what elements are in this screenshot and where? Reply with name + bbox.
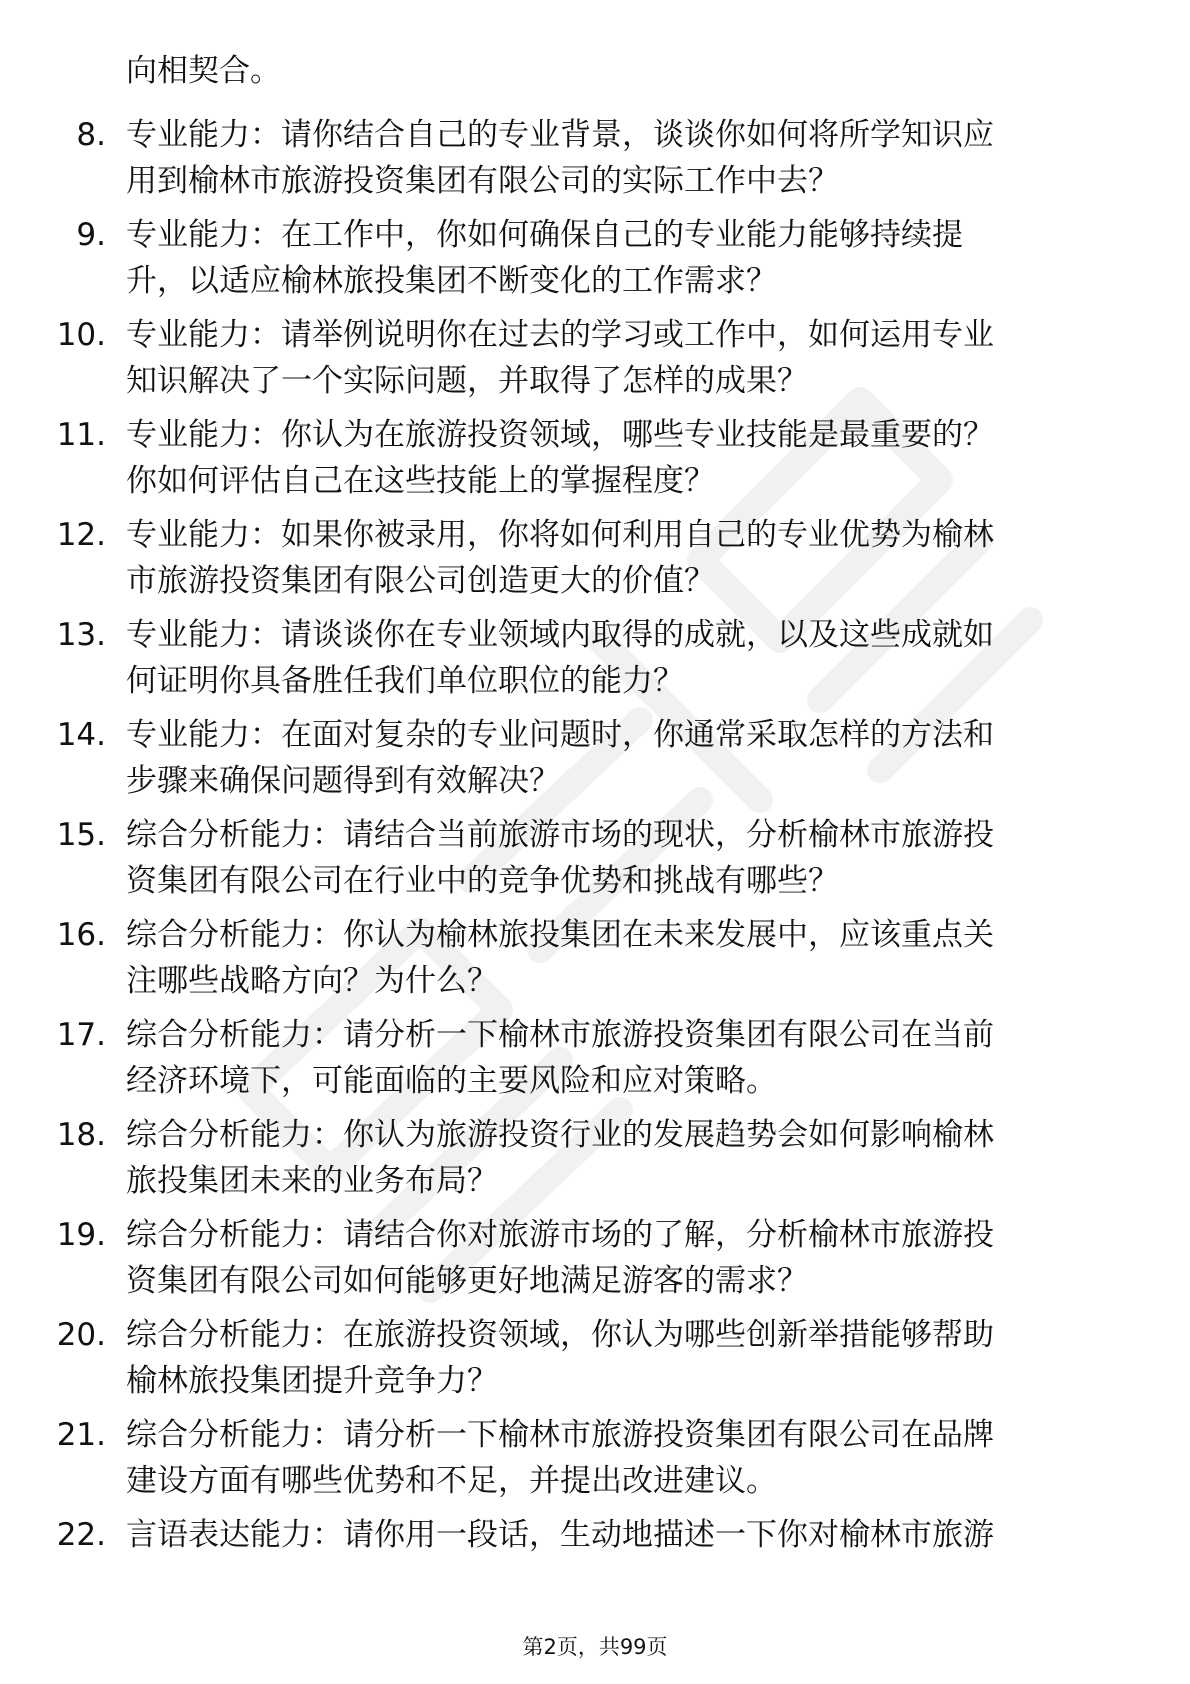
continued-text: 向相契合。 <box>126 53 281 89</box>
item-text-line: 市旅游投资集团有限公司创造更大的价值？ <box>126 563 715 599</box>
list-item <box>0 412 1190 512</box>
item-text-line: 专业能力：在面对复杂的专业问题时，你通常采取怎样的方法和 <box>126 717 994 753</box>
item-text-line: 综合分析能力：请分析一下榆林市旅游投资集团有限公司在品牌 <box>126 1417 994 1453</box>
item-text-line: 知识解决了一个实际问题，并取得了怎样的成果？ <box>126 363 808 399</box>
item-text-line: 旅投集团未来的业务布局？ <box>126 1163 498 1199</box>
list-item <box>0 1312 1190 1412</box>
item-text-line: 专业能力：请你结合自己的专业背景，谈谈你如何将所学知识应 <box>126 117 994 153</box>
list-item <box>0 1012 1190 1112</box>
list-item <box>0 712 1190 812</box>
item-text-line: 言语表达能力：请你用一段话，生动地描述一下你对榆林市旅游 <box>126 1517 994 1553</box>
item-text-line: 榆林旅投集团提升竞争力？ <box>126 1363 498 1399</box>
item-number: 13. <box>56 617 106 653</box>
item-text-line: 专业能力：在工作中，你如何确保自己的专业能力能够持续提 <box>126 217 963 253</box>
item-text-line: 专业能力：请举例说明你在过去的学习或工作中，如何运用专业 <box>126 317 994 353</box>
list-item <box>0 312 1190 412</box>
item-number: 18. <box>56 1117 106 1153</box>
item-text-line: 何证明你具备胜任我们单位职位的能力？ <box>126 663 684 699</box>
item-text-line: 综合分析能力：请结合你对旅游市场的了解，分析榆林市旅游投 <box>126 1217 994 1253</box>
item-number: 21. <box>56 1417 106 1453</box>
item-text-line: 专业能力：如果你被录用，你将如何利用自己的专业优势为榆林 <box>126 517 994 553</box>
item-text-line: 综合分析能力：你认为旅游投资行业的发展趋势会如何影响榆林 <box>126 1117 994 1153</box>
item-text-line: 经济环境下，可能面临的主要风险和应对策略。 <box>126 1063 777 1099</box>
list-item <box>0 1212 1190 1312</box>
page-footer: 第2页，共99页 <box>522 1635 668 1659</box>
item-text-line: 专业能力：你认为在旅游投资领域，哪些专业技能是最重要的？ <box>126 417 994 453</box>
item-number: 15. <box>56 817 106 853</box>
item-text-line: 资集团有限公司在行业中的竞争优势和挑战有哪些？ <box>126 863 839 899</box>
list-item <box>0 912 1190 1012</box>
list-item <box>0 1112 1190 1212</box>
item-text-line: 综合分析能力：在旅游投资领域，你认为哪些创新举措能够帮助 <box>126 1317 994 1353</box>
item-text-line: 专业能力：请谈谈你在专业领域内取得的成就，以及这些成就如 <box>126 617 994 653</box>
item-number: 11. <box>56 417 106 453</box>
item-number: 8. <box>76 117 106 153</box>
question-list <box>0 112 1190 1612</box>
item-number: 9. <box>76 217 106 253</box>
item-number: 10. <box>56 317 106 353</box>
item-text-line: 综合分析能力：你认为榆林旅投集团在未来发展中，应该重点关 <box>126 917 994 953</box>
item-text-line: 注哪些战略方向？为什么？ <box>126 963 498 999</box>
item-number: 14. <box>56 717 106 753</box>
item-number: 17. <box>56 1017 106 1053</box>
list-item <box>0 212 1190 312</box>
item-number: 20. <box>56 1317 106 1353</box>
item-text-line: 综合分析能力：请结合当前旅游市场的现状，分析榆林市旅游投 <box>126 817 994 853</box>
item-text-line: 综合分析能力：请分析一下榆林市旅游投资集团有限公司在当前 <box>126 1017 994 1053</box>
list-item <box>0 512 1190 612</box>
list-item <box>0 1412 1190 1512</box>
item-number: 19. <box>56 1217 106 1253</box>
item-number: 16. <box>56 917 106 953</box>
list-item <box>0 612 1190 712</box>
item-text-line: 升，以适应榆林旅投集团不断变化的工作需求？ <box>126 263 777 299</box>
list-item <box>0 1512 1190 1612</box>
item-text-line: 步骤来确保问题得到有效解决？ <box>126 763 560 799</box>
item-text-line: 你如何评估自己在这些技能上的掌握程度？ <box>126 463 715 499</box>
list-item <box>0 112 1190 212</box>
item-number: 22. <box>56 1517 106 1553</box>
item-text-line: 建设方面有哪些优势和不足，并提出改进建议。 <box>126 1463 777 1499</box>
item-number: 12. <box>56 517 106 553</box>
item-text-line: 资集团有限公司如何能够更好地满足游客的需求？ <box>126 1263 808 1299</box>
list-item <box>0 812 1190 912</box>
item-text-line: 用到榆林市旅游投资集团有限公司的实际工作中去？ <box>126 163 839 199</box>
